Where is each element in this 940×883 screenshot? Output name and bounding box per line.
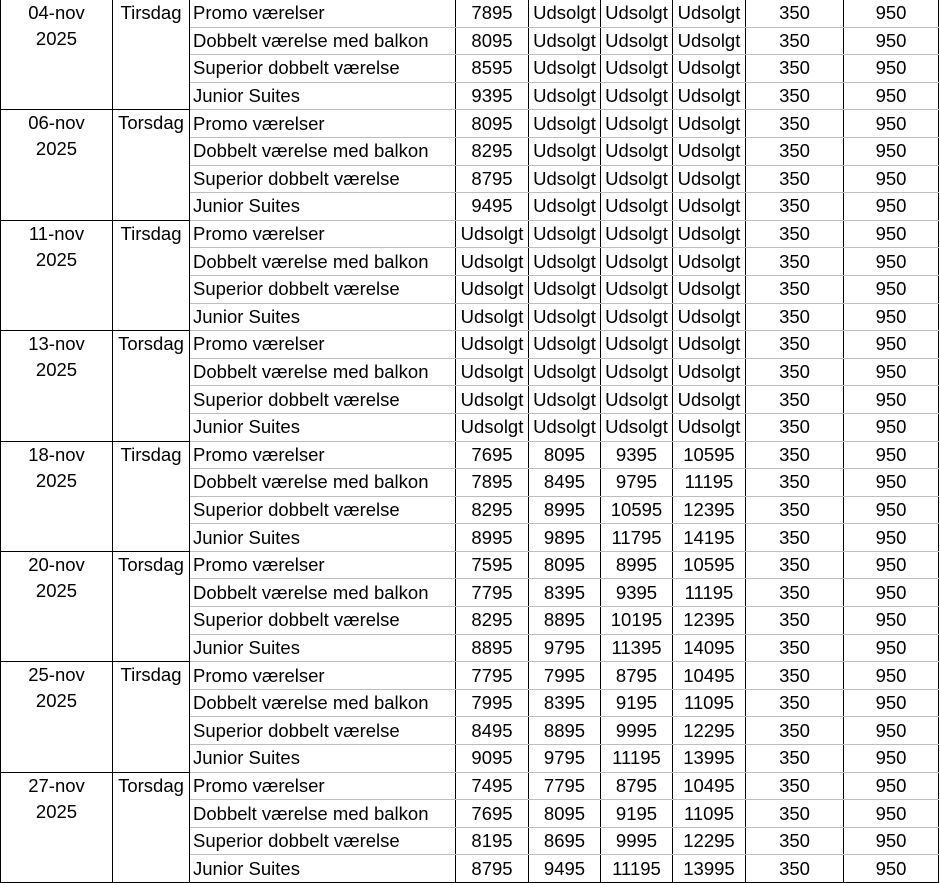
price-cell-4: Udsolgt [673,413,746,441]
price-cell-3: Udsolgt [601,82,673,110]
price-cell-4: Udsolgt [673,358,746,386]
fee-cell-2: 950 [844,55,939,83]
price-cell-1: 8495 [456,717,529,745]
price-cell-3: Udsolgt [601,275,673,303]
price-cell-3: Udsolgt [601,27,673,55]
price-cell-1: Udsolgt [456,303,529,331]
fee-cell-1: 350 [746,55,844,83]
price-cell-1: Udsolgt [456,331,529,359]
price-cell-3: 8795 [601,662,673,690]
room-type-cell: Superior dobbelt værelse [190,496,456,524]
fee-cell-1: 350 [746,745,844,773]
fee-cell-2: 950 [844,0,939,27]
price-cell-2: Udsolgt [529,220,601,248]
fee-cell-2: 950 [844,248,939,276]
fee-cell-1: 350 [746,110,844,138]
price-cell-4: 14095 [673,634,746,662]
price-cell-3: Udsolgt [601,248,673,276]
table-row [1,0,939,27]
price-cell-2: 8095 [529,551,601,579]
weekday-cell: Torsdag [113,551,190,661]
price-cell-3: Udsolgt [601,0,673,27]
price-cell-3: 9195 [601,689,673,717]
room-type-cell: Dobbelt værelse med balkon [190,800,456,828]
price-cell-4: 12295 [673,827,746,855]
fee-cell-1: 350 [746,275,844,303]
fee-cell-2: 950 [844,386,939,414]
fee-cell-1: 350 [746,248,844,276]
price-cell-1: 8295 [456,607,529,635]
price-cell-3: Udsolgt [601,331,673,359]
date-year: 2025 [35,359,78,381]
fee-cell-1: 350 [746,689,844,717]
fee-cell-1: 350 [746,358,844,386]
fee-cell-2: 950 [844,496,939,524]
price-cell-3: 9395 [601,441,673,469]
room-type-cell: Dobbelt værelse med balkon [190,27,456,55]
price-cell-1: 8095 [456,27,529,55]
date-year: 2025 [35,138,78,160]
fee-cell-2: 950 [844,358,939,386]
room-type-cell: Promo værelser [190,220,456,248]
date-cell [1,0,113,110]
price-cell-2: 7795 [529,772,601,800]
weekday-cell: Torsdag [113,772,190,882]
room-type-cell: Junior Suites [190,193,456,221]
fee-cell-1: 350 [746,220,844,248]
price-cell-4: Udsolgt [673,193,746,221]
table-row [1,772,939,800]
fee-cell-2: 950 [844,82,939,110]
price-cell-2: 9895 [529,524,601,552]
price-cell-1: 7995 [456,689,529,717]
room-type-cell: Junior Suites [190,413,456,441]
date-cell [1,551,113,661]
price-cell-1: 7795 [456,579,529,607]
fee-cell-2: 950 [844,689,939,717]
price-cell-2: 8895 [529,607,601,635]
room-type-cell: Superior dobbelt værelse [190,827,456,855]
fee-cell-2: 950 [844,524,939,552]
price-cell-2: Udsolgt [529,27,601,55]
fee-cell-1: 350 [746,137,844,165]
price-cell-3: 10195 [601,607,673,635]
price-cell-1: 8595 [456,55,529,83]
room-type-cell: Superior dobbelt værelse [190,717,456,745]
weekday-cell: Torsdag [113,331,190,441]
date-year: 2025 [35,248,78,270]
price-cell-3: Udsolgt [601,110,673,138]
date-cell [1,441,113,551]
price-cell-1: 7695 [456,441,529,469]
room-type-cell: Dobbelt værelse med balkon [190,469,456,497]
room-type-cell: Promo værelser [190,331,456,359]
price-cell-3: Udsolgt [601,193,673,221]
fee-cell-2: 950 [844,662,939,690]
fee-cell-1: 350 [746,634,844,662]
room-type-cell: Junior Suites [190,524,456,552]
date-cell [1,110,113,220]
date-day: 11-nov [28,222,85,244]
room-type-cell: Dobbelt værelse med balkon [190,248,456,276]
price-cell-4: 10595 [673,551,746,579]
price-cell-2: Udsolgt [529,137,601,165]
price-cell-1: 8795 [456,855,529,883]
fee-cell-2: 950 [844,772,939,800]
fee-cell-2: 950 [844,110,939,138]
room-type-cell: Superior dobbelt værelse [190,386,456,414]
price-cell-3: 11195 [601,745,673,773]
fee-cell-2: 950 [844,137,939,165]
price-cell-4: Udsolgt [673,331,746,359]
price-cell-4: 10495 [673,662,746,690]
fee-cell-2: 950 [844,165,939,193]
price-cell-4: Udsolgt [673,82,746,110]
price-cell-2: Udsolgt [529,303,601,331]
price-cell-4: Udsolgt [673,248,746,276]
fee-cell-2: 950 [844,220,939,248]
price-cell-2: Udsolgt [529,331,601,359]
price-cell-3: 11795 [601,524,673,552]
price-cell-1: 9495 [456,193,529,221]
price-cell-2: Udsolgt [529,358,601,386]
price-cell-4: 11195 [673,469,746,497]
weekday-cell: Torsdag [113,110,190,220]
price-cell-2: Udsolgt [529,275,601,303]
fee-cell-2: 950 [844,800,939,828]
date-year: 2025 [35,579,78,601]
room-type-cell: Junior Suites [190,855,456,883]
price-cell-1: 7695 [456,800,529,828]
price-cell-2: Udsolgt [529,413,601,441]
fee-cell-2: 950 [844,827,939,855]
room-type-cell: Superior dobbelt værelse [190,607,456,635]
price-cell-1: Udsolgt [456,220,529,248]
price-cell-1: 8195 [456,827,529,855]
price-cell-1: 7895 [456,469,529,497]
price-cell-3: Udsolgt [601,137,673,165]
room-type-cell: Promo værelser [190,662,456,690]
price-cell-2: 8095 [529,800,601,828]
price-cell-4: 10495 [673,772,746,800]
date-day: 27-nov [28,774,85,796]
date-day: 18-nov [28,443,85,465]
fee-cell-2: 950 [844,193,939,221]
price-cell-3: 11195 [601,855,673,883]
table-row [1,441,939,469]
price-cell-3: Udsolgt [601,220,673,248]
room-type-cell: Promo værelser [190,441,456,469]
table-body [1,0,939,883]
room-type-cell: Dobbelt værelse med balkon [190,579,456,607]
fee-cell-2: 950 [844,607,939,635]
room-type-cell: Promo værelser [190,110,456,138]
date-cell [1,662,113,772]
price-cell-1: 7895 [456,0,529,27]
weekday-cell: Tirsdag [113,0,190,110]
price-cell-1: 8295 [456,137,529,165]
fee-cell-1: 350 [746,855,844,883]
fee-cell-1: 350 [746,331,844,359]
fee-cell-1: 350 [746,441,844,469]
fee-cell-1: 350 [746,827,844,855]
fee-cell-1: 350 [746,27,844,55]
price-cell-2: 8495 [529,469,601,497]
table-row [1,110,939,138]
price-cell-2: 9495 [529,855,601,883]
price-cell-3: 9795 [601,469,673,497]
price-cell-1: 9095 [456,745,529,773]
price-cell-1: Udsolgt [456,275,529,303]
date-cell [1,220,113,330]
fee-cell-1: 350 [746,772,844,800]
price-cell-2: Udsolgt [529,165,601,193]
price-cell-1: 8095 [456,110,529,138]
price-cell-2: Udsolgt [529,193,601,221]
date-day: 25-nov [28,664,85,686]
table-row [1,220,939,248]
date-cell [1,331,113,441]
table-row [1,662,939,690]
date-day: 20-nov [28,553,85,575]
room-type-cell: Promo værelser [190,772,456,800]
price-cell-2: Udsolgt [529,55,601,83]
price-cell-2: Udsolgt [529,110,601,138]
fee-cell-1: 350 [746,193,844,221]
room-type-cell: Junior Suites [190,634,456,662]
price-cell-3: Udsolgt [601,303,673,331]
fee-cell-2: 950 [844,579,939,607]
fee-cell-1: 350 [746,551,844,579]
fee-cell-1: 350 [746,662,844,690]
fee-cell-2: 950 [844,331,939,359]
fee-cell-1: 350 [746,717,844,745]
price-cell-4: 14195 [673,524,746,552]
date-year: 2025 [35,469,78,491]
price-cell-3: 9995 [601,827,673,855]
price-cell-3: Udsolgt [601,413,673,441]
fee-cell-1: 350 [746,0,844,27]
fee-cell-2: 950 [844,441,939,469]
price-cell-1: 8795 [456,165,529,193]
price-cell-4: Udsolgt [673,110,746,138]
price-cell-4: 13995 [673,855,746,883]
price-cell-3: Udsolgt [601,386,673,414]
price-cell-2: 9795 [529,634,601,662]
room-type-cell: Dobbelt værelse med balkon [190,137,456,165]
price-cell-4: Udsolgt [673,0,746,27]
date-day: 13-nov [28,333,85,355]
price-cell-3: Udsolgt [601,358,673,386]
price-cell-3: 8795 [601,772,673,800]
price-cell-1: 8295 [456,496,529,524]
date-day: 04-nov [28,2,85,23]
weekday-cell: Tirsdag [113,220,190,330]
date-cell [1,772,113,882]
price-cell-1: Udsolgt [456,413,529,441]
price-cell-2: Udsolgt [529,248,601,276]
fee-cell-2: 950 [844,275,939,303]
price-cell-2: 8895 [529,717,601,745]
date-day: 06-nov [28,112,85,134]
price-cell-4: 12295 [673,717,746,745]
room-type-cell: Superior dobbelt værelse [190,275,456,303]
fee-cell-1: 350 [746,386,844,414]
table-row [1,331,939,359]
fee-cell-1: 350 [746,82,844,110]
fee-cell-1: 350 [746,800,844,828]
fee-cell-2: 950 [844,745,939,773]
room-type-cell: Dobbelt værelse med balkon [190,689,456,717]
price-cell-4: 11095 [673,689,746,717]
weekday-cell: Tirsdag [113,441,190,551]
price-cell-2: 8395 [529,579,601,607]
price-cell-4: 13995 [673,745,746,773]
price-cell-3: 10595 [601,496,673,524]
price-cell-3: 9995 [601,717,673,745]
fee-cell-2: 950 [844,413,939,441]
price-cell-4: Udsolgt [673,386,746,414]
date-year: 2025 [35,690,78,712]
price-cell-4: Udsolgt [673,165,746,193]
room-type-cell: Promo værelser [190,551,456,579]
price-cell-2: Udsolgt [529,0,601,27]
price-cell-4: 10595 [673,441,746,469]
fee-cell-1: 350 [746,303,844,331]
date-year: 2025 [35,28,78,49]
price-cell-1: 8895 [456,634,529,662]
date-year: 2025 [35,800,78,822]
price-cell-4: Udsolgt [673,275,746,303]
price-cell-2: 8695 [529,827,601,855]
fee-cell-2: 950 [844,27,939,55]
price-cell-3: 8995 [601,551,673,579]
price-cell-4: 12395 [673,607,746,635]
fee-cell-1: 350 [746,607,844,635]
price-cell-3: Udsolgt [601,165,673,193]
price-cell-2: 9795 [529,745,601,773]
fee-cell-1: 350 [746,496,844,524]
weekday-cell: Tirsdag [113,662,190,772]
price-cell-4: 12395 [673,496,746,524]
room-type-cell: Superior dobbelt værelse [190,165,456,193]
room-type-cell: Promo værelser [190,0,456,27]
fee-cell-2: 950 [844,551,939,579]
fee-cell-1: 350 [746,579,844,607]
fee-cell-1: 350 [746,413,844,441]
price-cell-2: 7995 [529,662,601,690]
price-cell-3: Udsolgt [601,55,673,83]
price-cell-4: 11195 [673,579,746,607]
price-cell-4: Udsolgt [673,303,746,331]
price-cell-1: Udsolgt [456,248,529,276]
price-cell-1: Udsolgt [456,358,529,386]
fee-cell-1: 350 [746,165,844,193]
fee-cell-2: 950 [844,717,939,745]
fee-cell-1: 350 [746,524,844,552]
room-type-cell: Junior Suites [190,745,456,773]
table-row [1,551,939,579]
room-type-cell: Junior Suites [190,82,456,110]
room-type-cell: Junior Suites [190,303,456,331]
price-cell-4: 11095 [673,800,746,828]
price-cell-4: Udsolgt [673,55,746,83]
price-cell-1: 7495 [456,772,529,800]
price-cell-1: 7595 [456,551,529,579]
price-cell-2: 8995 [529,496,601,524]
price-cell-4: Udsolgt [673,27,746,55]
fee-cell-2: 950 [844,469,939,497]
fee-cell-2: 950 [844,634,939,662]
room-type-cell: Superior dobbelt værelse [190,55,456,83]
price-cell-3: 9195 [601,800,673,828]
fee-cell-2: 950 [844,303,939,331]
price-cell-4: Udsolgt [673,137,746,165]
room-type-cell: Dobbelt værelse med balkon [190,358,456,386]
price-cell-1: 8995 [456,524,529,552]
price-cell-1: 9395 [456,82,529,110]
fee-cell-2: 950 [844,855,939,883]
price-cell-1: 7795 [456,662,529,690]
price-cell-3: 9395 [601,579,673,607]
fee-cell-1: 350 [746,469,844,497]
price-cell-2: 8095 [529,441,601,469]
price-cell-3: 11395 [601,634,673,662]
price-cell-1: Udsolgt [456,386,529,414]
price-cell-2: Udsolgt [529,386,601,414]
price-cell-2: 8395 [529,689,601,717]
price-cell-4: Udsolgt [673,220,746,248]
price-cell-2: Udsolgt [529,82,601,110]
